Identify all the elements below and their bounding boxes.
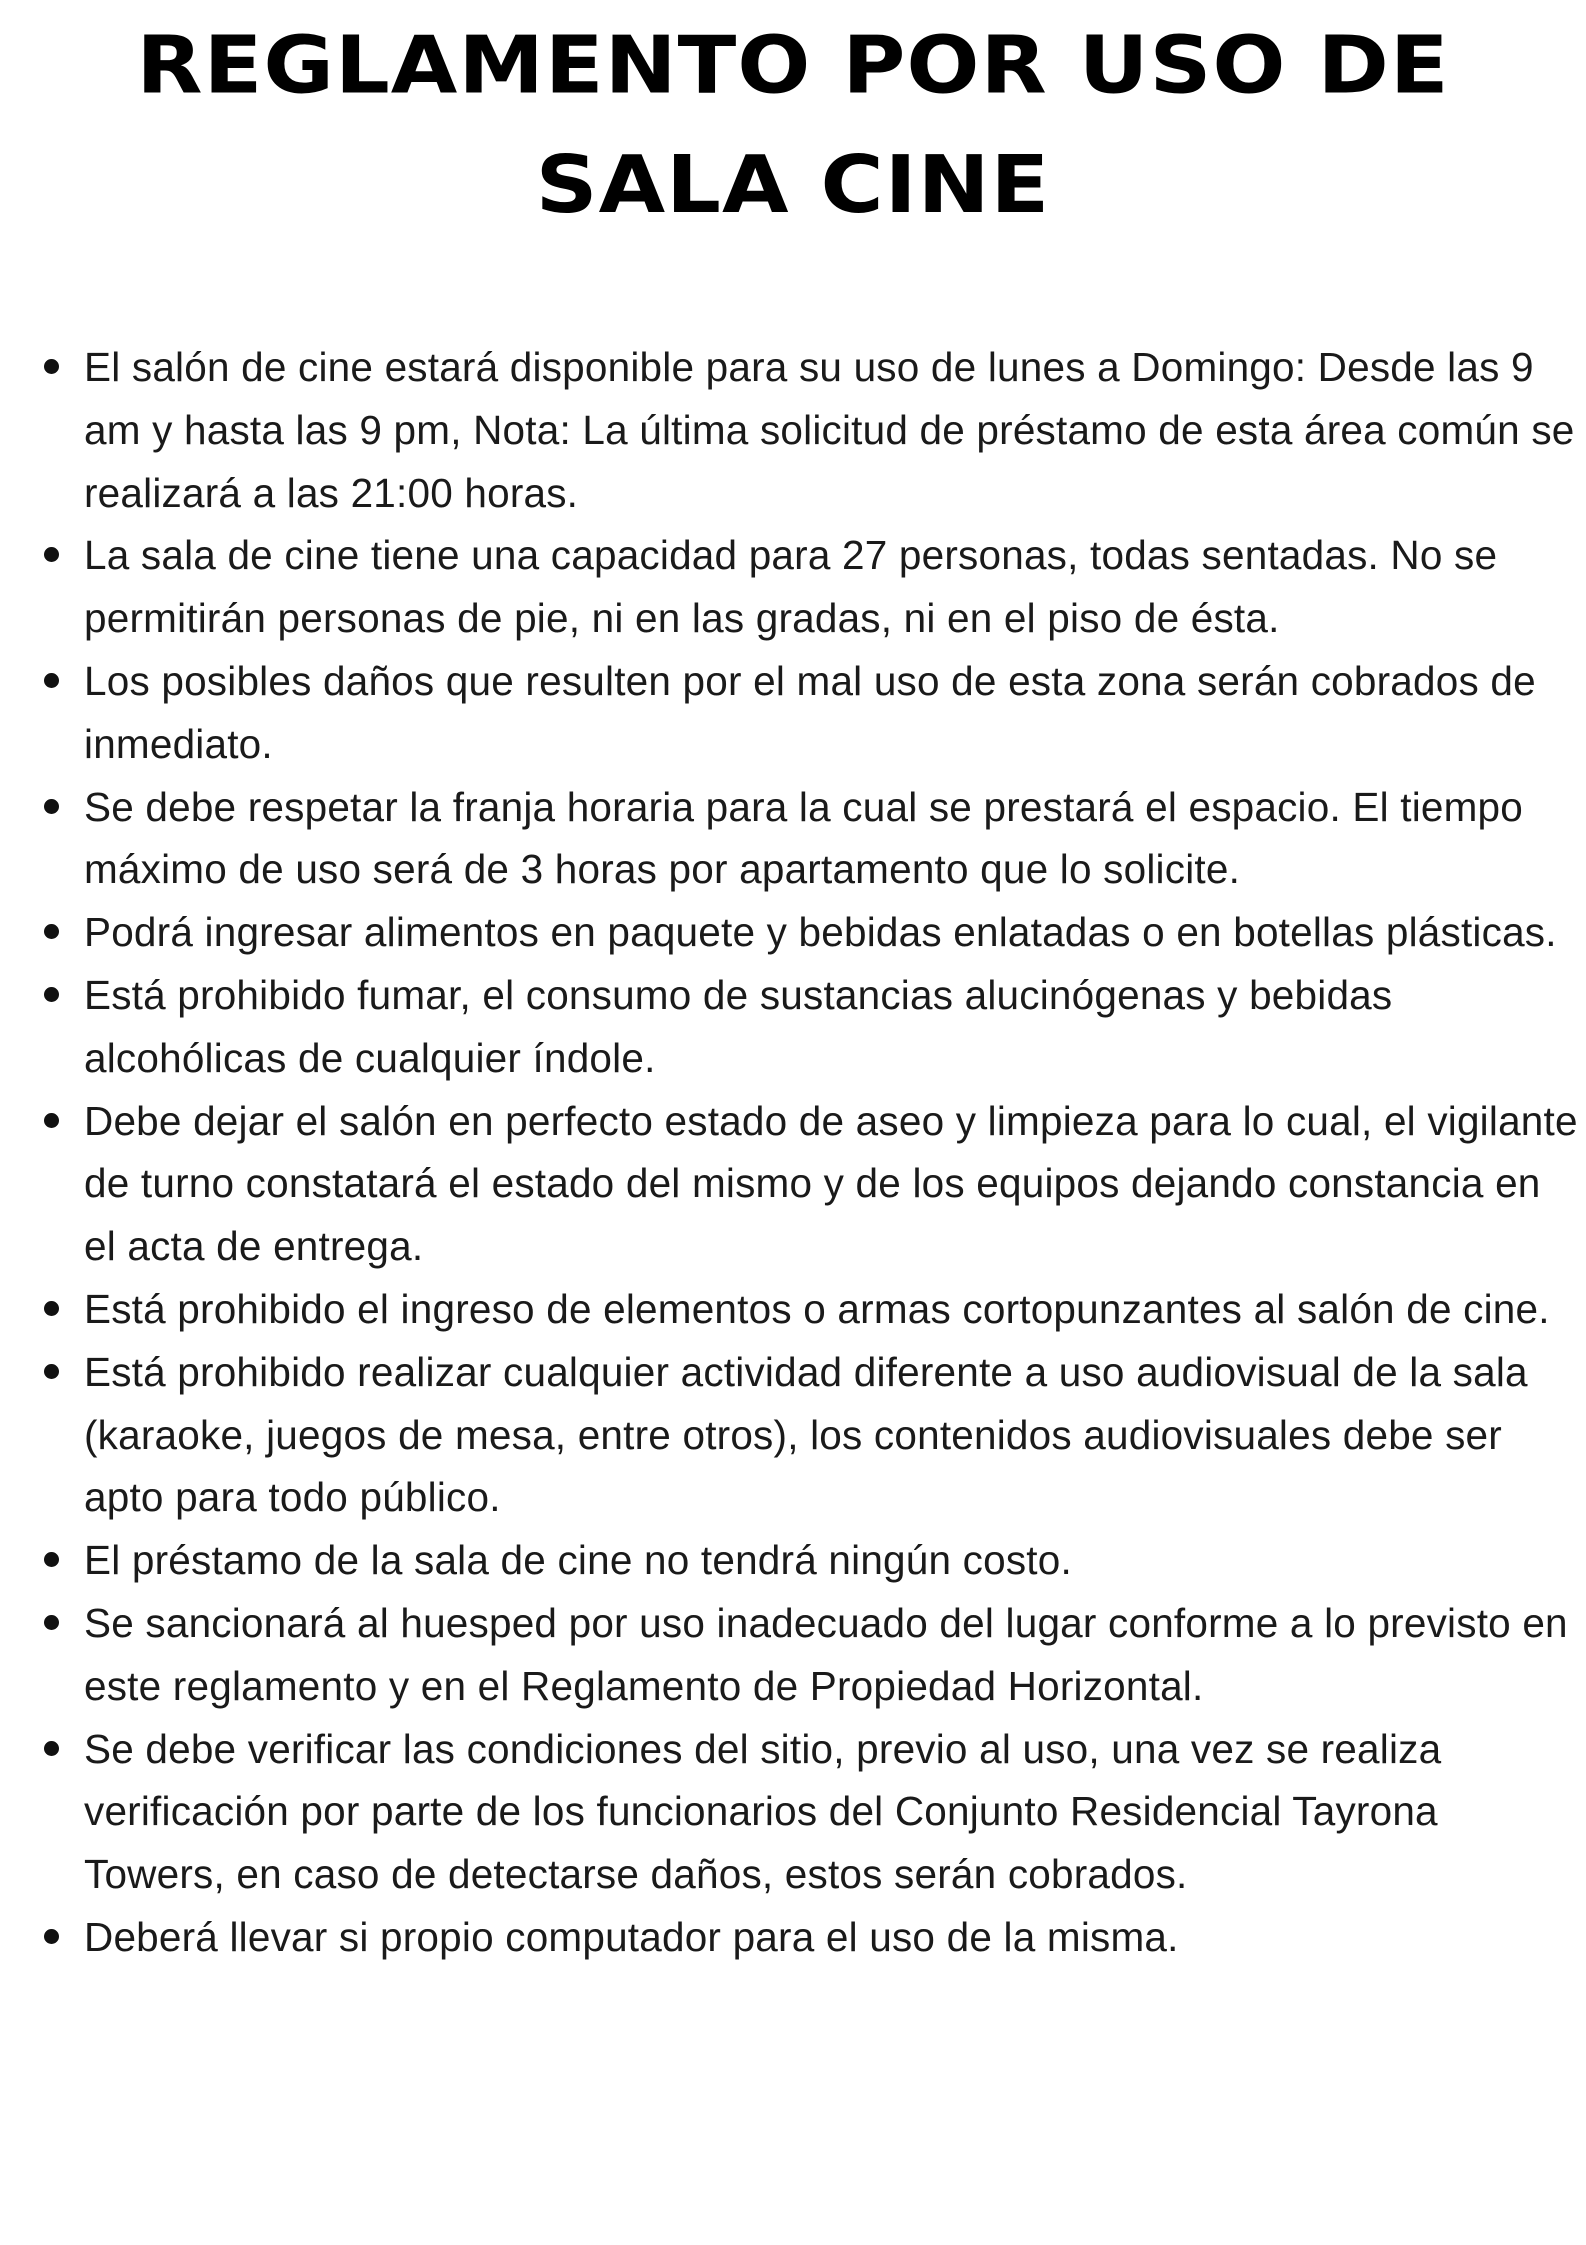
bullet-icon bbox=[44, 924, 59, 939]
rule-item bbox=[38, 1341, 1578, 1529]
rule-item bbox=[38, 1592, 1578, 1718]
rule-item bbox=[38, 776, 1578, 902]
rule-text: Se sancionará al huesped por uso inadecuado del lugar conforme a lo previsto en este reglamento y en el Reglamento de Propiedad Horizontal. bbox=[84, 1599, 1568, 1709]
bullet-icon bbox=[44, 1113, 59, 1128]
rule-item bbox=[38, 1529, 1578, 1592]
rule-text: Está prohibido el ingreso de elementos o armas cortopunzantes al salón de cine. bbox=[84, 1285, 1550, 1332]
rule-text: Podrá ingresar alimentos en paquete y bebidas enlatadas o en botellas plásticas. bbox=[84, 909, 1557, 956]
rule-text: El préstamo de la sala de cine no tendrá ningún costo. bbox=[84, 1537, 1072, 1584]
bullet-icon bbox=[44, 1929, 59, 1944]
rule-text: Está prohibido fumar, el consumo de sustancias alucinógenas y bebidas alcohólicas de cualquier índole. bbox=[84, 971, 1393, 1081]
bullet-icon bbox=[44, 1615, 59, 1630]
rule-text: Se debe respetar la franja horaria para la cual se prestará el espacio. El tiempo máximo de uso será de 3 horas por apartamento que lo solicite. bbox=[84, 783, 1523, 893]
rule-item bbox=[38, 336, 1578, 524]
title-line-1: REGLAMENTO POR USO DE bbox=[136, 19, 1450, 112]
rule-item bbox=[38, 1278, 1578, 1341]
rule-text: El salón de cine estará disponible para su uso de lunes a Domingo: Desde las 9 am y hasta las 9 pm, Nota: La última solicitud de préstamo de esta área común se realizará a las 21:00 horas. bbox=[84, 344, 1575, 516]
rule-text: Debe dejar el salón en perfecto estado de aseo y limpieza para lo cual, el vigilante de turno constatará el estado del mismo y de los equipos dejando constancia en el acta de entrega. bbox=[84, 1097, 1578, 1270]
rule-item bbox=[38, 524, 1578, 650]
title-line-2: SALA CINE bbox=[535, 139, 1051, 232]
rules-list bbox=[38, 336, 1578, 1969]
rule-item bbox=[38, 1718, 1578, 1906]
bullet-icon bbox=[44, 1364, 59, 1379]
page-title bbox=[60, 6, 1526, 245]
rule-item bbox=[38, 1906, 1578, 1969]
rule-text: La sala de cine tiene una capacidad para 27 personas, todas sentadas. No se permitirán personas de pie, ni en las gradas, ni en el piso de ésta. bbox=[84, 532, 1498, 642]
bullet-icon bbox=[44, 1301, 59, 1316]
bullet-icon bbox=[44, 1552, 59, 1567]
rule-text: Los posibles daños que resulten por el mal uso de esta zona serán cobrados de inmediato. bbox=[84, 657, 1536, 767]
rule-item bbox=[38, 1090, 1578, 1278]
bullet-icon bbox=[44, 799, 59, 814]
rule-text: Está prohibido realizar cualquier actividad diferente a uso audiovisual de la sala (karaoke, juegos de mesa, entre otros), los contenidos audiovisuales debe ser apto para todo público. bbox=[84, 1348, 1528, 1521]
rule-text: Se debe verificar las condiciones del sitio, previo al uso, una vez se realiza verificación por parte de los funcionarios del Conjunto Residencial Tayrona Towers, en caso de detectarse daños, estos serán cobrados. bbox=[84, 1725, 1442, 1898]
rule-item bbox=[38, 964, 1578, 1090]
bullet-icon bbox=[44, 547, 59, 562]
rule-item bbox=[38, 650, 1578, 776]
bullet-icon bbox=[44, 987, 59, 1002]
rule-text: Deberá llevar si propio computador para el uso de la misma. bbox=[84, 1913, 1179, 1960]
bullet-icon bbox=[44, 359, 59, 374]
rule-item bbox=[38, 901, 1578, 964]
bullet-icon bbox=[44, 673, 59, 688]
bullet-icon bbox=[44, 1741, 59, 1756]
